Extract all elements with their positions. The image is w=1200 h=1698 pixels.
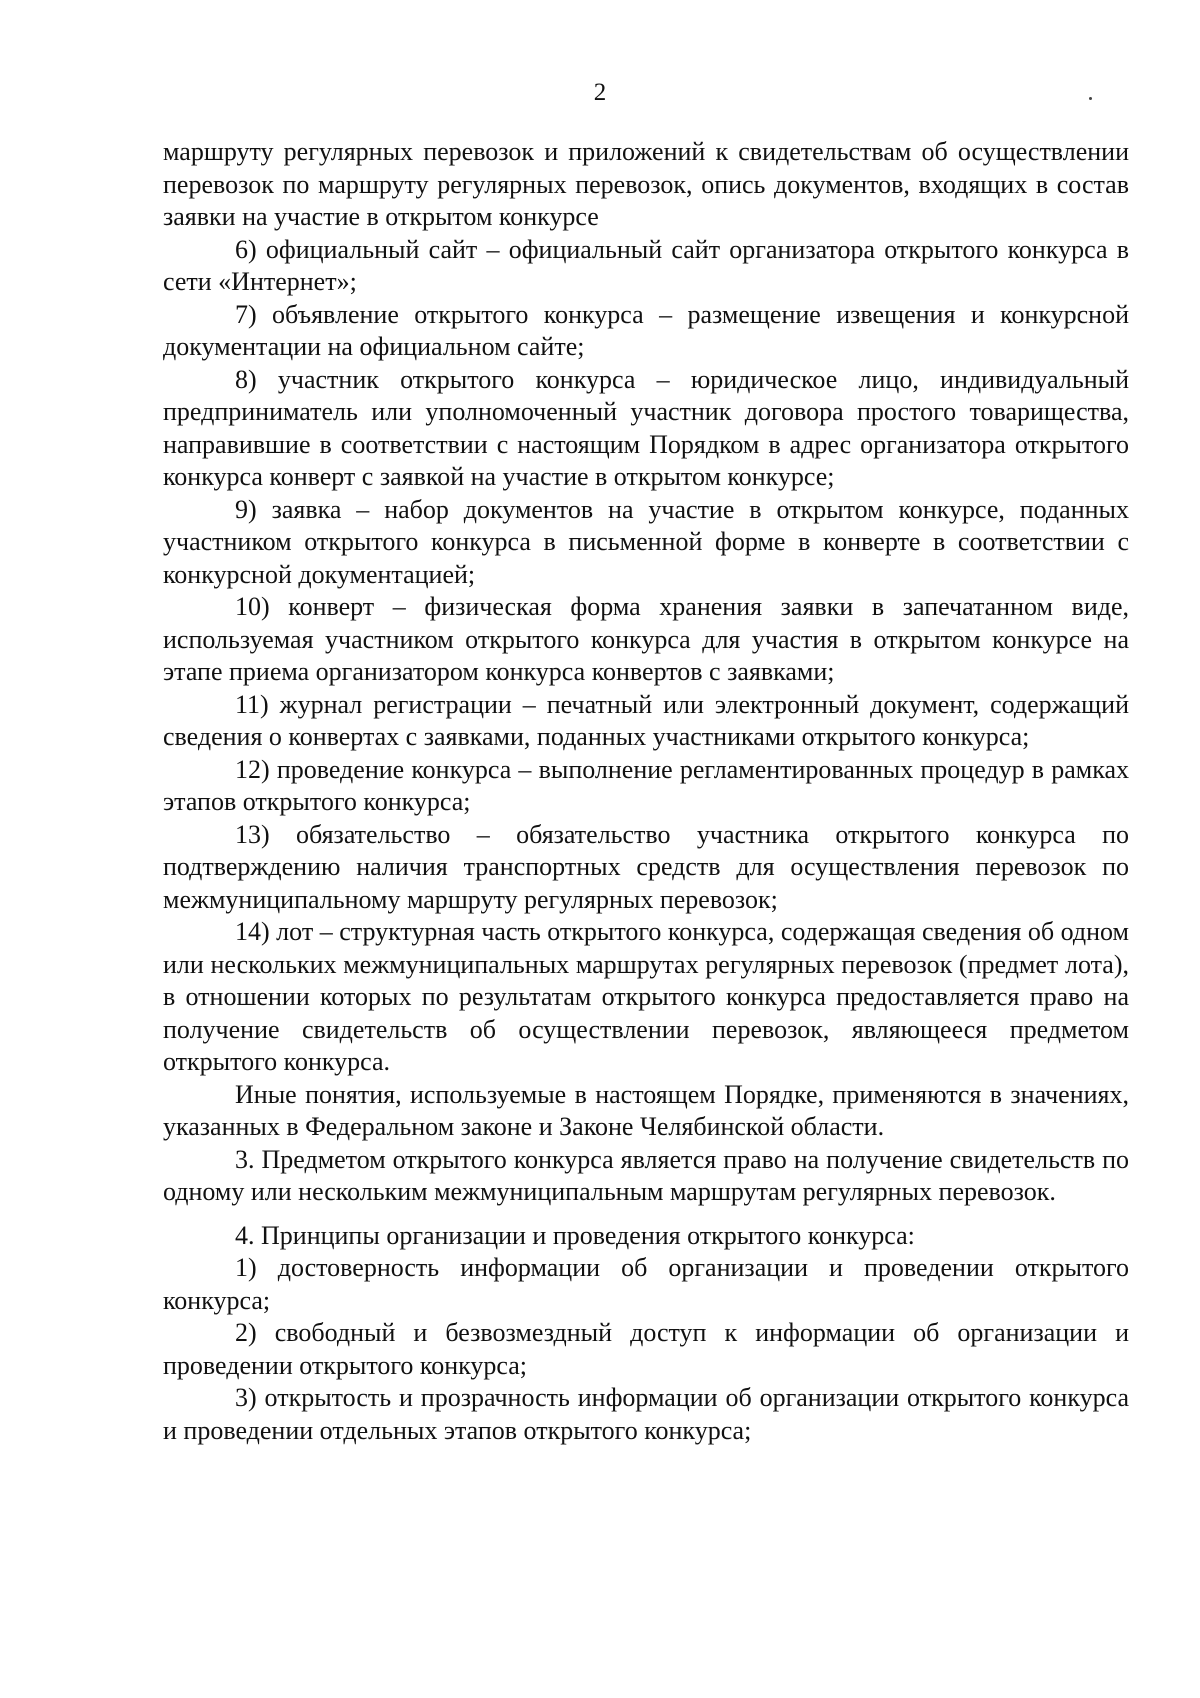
document-body — [163, 136, 1129, 1447]
paragraph-definition-10: 10) конверт – физическая форма хранения заявки в запечатанном виде, используемая участником открытого конкурса для участия в открытом конкурсе на этапе приема организатором конкурса конвертов с заявками; — [163, 592, 1129, 686]
paragraph-definition-11: 11) журнал регистрации – печатный или электронный документ, содержащий сведения о конвертах с заявками, поданных участниками открытого конкурса; — [163, 689, 1129, 751]
paragraph-principle-3: 3) открытость и прозрачность информации об организации открытого конкурса и проведении отдельных этапов открытого конкурса; — [163, 1383, 1129, 1445]
paragraph-definition-7: 7) объявление открытого конкурса – размещение извещения и конкурсной документации на официальном сайте; — [163, 299, 1129, 361]
scan-speck — [1089, 97, 1092, 100]
paragraph-definition-6: 6) официальный сайт – официальный сайт организатора открытого конкурса в сети «Интернет»; — [163, 234, 1129, 296]
paragraph-principle-2: 2) свободный и безвозмездный доступ к информации об организации и проведении открытого конкурса; — [163, 1318, 1129, 1380]
paragraph-definition-9: 9) заявка – набор документов на участие в открытом конкурсе, поданных участником открытого конкурса в письменной форме в конверте в соответствии с конкурсной документацией; — [163, 494, 1129, 589]
paragraph-definition-8: 8) участник открытого конкурса – юридическое лицо, индивидуальный предприниматель или уполномоченный участник договора простого товарищества, направившие в соответствии с настоящим Порядком в адрес организатора открытого конкурса конверт с заявкой на участие в открытом конкурсе; — [163, 364, 1129, 491]
paragraph-section-3: 3. Предметом открытого конкурса является право на получение свидетельств по одному или нескольким межмуниципальным маршрутам регулярных перевозок. — [163, 1144, 1129, 1206]
paragraph-principle-1: 1) достоверность информации об организации и проведении открытого конкурса; — [163, 1253, 1129, 1315]
paragraph-definition-12: 12) проведение конкурса – выполнение регламентированных процедур в рамках этапов открытого конкурса; — [163, 754, 1129, 816]
paragraph-definition-14: 14) лот – структурная часть открытого конкурса, содержащая сведения об одном или нескольких межмуниципальных маршрутах регулярных перевозок (предмет лота), в отношении которых по результатам открытого конкурса предоставляется право на получение свидетельств об осуществлении перевозок, являющееся предметом открытого конкурса. — [163, 917, 1129, 1076]
paragraph-continuation: маршруту регулярных перевозок и приложений к свидетельствам об осуществлении перевозок по маршруту регулярных перевозок, опись документов, входящих в состав заявки на участие в открытом конкурсе — [163, 137, 1129, 231]
paragraph-definition-13: 13) обязательство – обязательство участника открытого конкурса по подтверждению наличия транспортных средств для осуществления перевозок по межмуниципальному маршруту регулярных перевозок; — [163, 819, 1129, 914]
page-number: 2 — [593, 79, 607, 106]
paragraph-section-4-heading: 4. Принципы организации и проведения открытого конкурса: — [235, 1220, 915, 1250]
paragraph-other-terms: Иные понятия, используемые в настоящем Порядке, применяются в значениях, указанных в Федеральном законе и Законе Челябинской области. — [163, 1079, 1129, 1141]
